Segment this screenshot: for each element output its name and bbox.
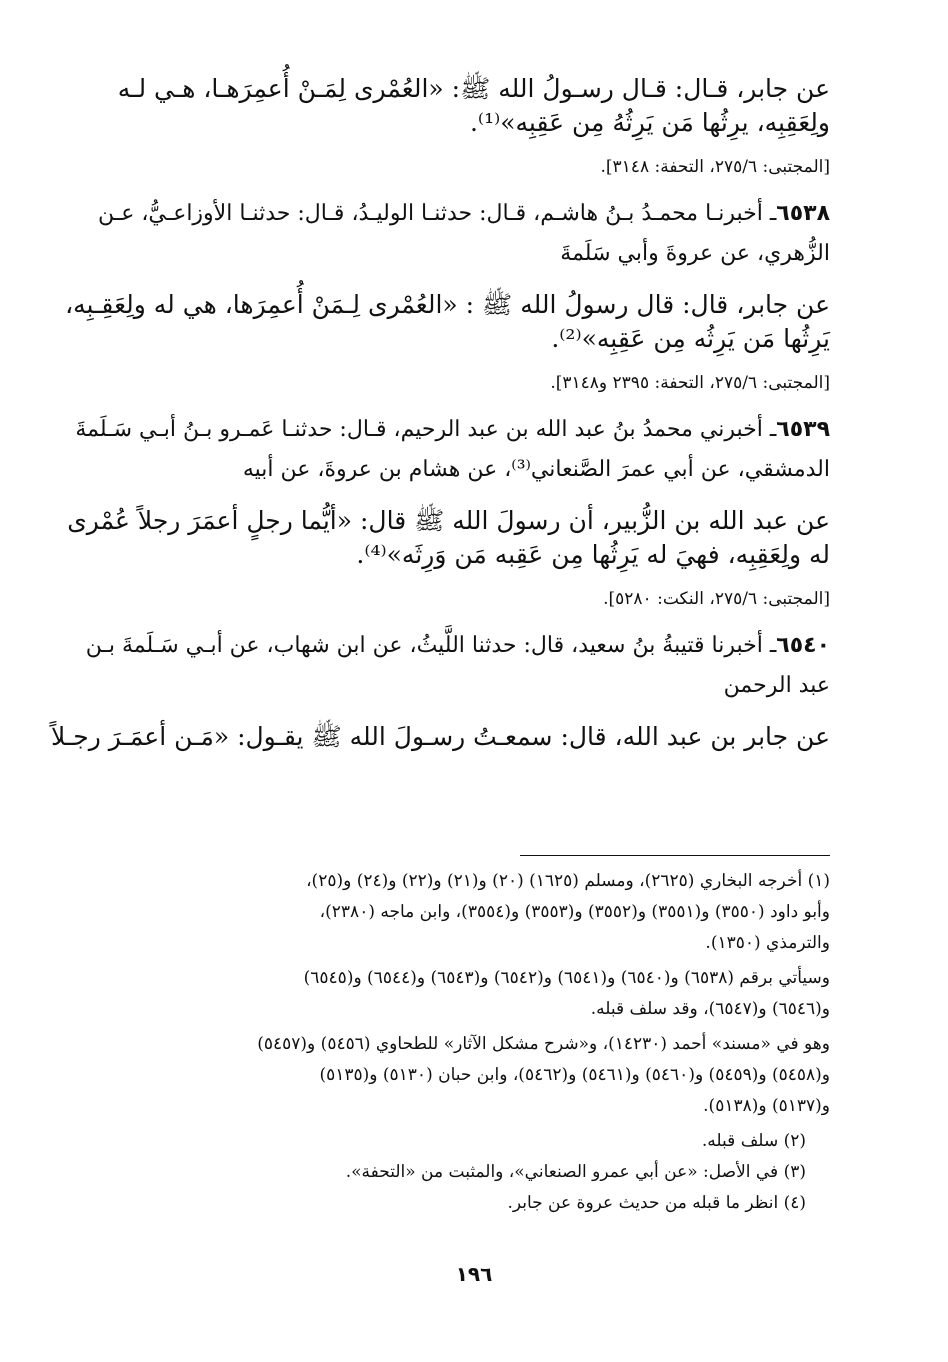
footnote-line: وسيأتي برقم (٦٥٣٨) و(٦٥٤٠) و(٦٥٤١) و(٦٥٤٢) و(٦٥٤٣) و(٦٥٤٤) و(٦٥٤٥) (303, 968, 830, 988)
text-line: ولِعَقِبِه، يرِثُها مَن يَرِثُهُ مِن عَقِبِه»⁽¹⁾. (469, 108, 830, 137)
footnote-4: (٤) انظر ما قبله من حديث عروة عن جابر. (507, 1193, 806, 1213)
text-line: عبد الرحمن (723, 673, 830, 698)
text-line: الزُّهري، عن عروةَ وأبي سَلَمةَ (560, 241, 830, 266)
footnote-line: و(٥٤٥٨) و(٥٤٥٩) و(٥٤٦٠) و(٥٤٦١) و(٥٤٦٢)، وابن حبان (٥١٣٠) و(٥١٣٥) (319, 1065, 830, 1085)
footnote-1 (128, 866, 830, 959)
hadith-text (67, 504, 830, 572)
text-line: يَرِثُها مَن يَرِثُه مِن عَقِبِه»⁽²⁾. (551, 324, 830, 353)
text-line: عن جابر، قـال: قـال رسـولُ الله ﷺ: «العُمْرى لِمَـنْ أُعمِرَهـا، هـي لـه (117, 74, 830, 103)
footnotes (128, 866, 830, 1219)
reference-citation: [المجتبى: ٢٧٥/٦، النكت: ٥٢٨٠]. (603, 589, 830, 609)
isnad-text: ـ أخبرنا قتيبةُ بنُ سعيد، قال: حدثنا اللَّيثُ، عن ابن شهاب، عن أبـي سَـلَمةَ بـن (85, 633, 777, 658)
hadith-entry-6538 (98, 194, 830, 274)
hadith-number: ٦٥٣٨ (776, 201, 830, 226)
footnote-3: (٣) في الأصل: «عن أبي عمرو الصنعاني»، والمثبت من «التحفة». (345, 1162, 806, 1182)
footnote-line: وأبو داود (٣٥٥٠) و(٣٥٥١) و(٣٥٥٢) و(٣٥٥٣) و(٣٥٥٤)، وابن ماجه (٢٣٨٠)، (319, 902, 830, 922)
footnote-1-continued (128, 963, 830, 1025)
hadith-entry-6540 (85, 626, 830, 706)
footnote-line: و(٦٥٤٦) و(٦٥٤٧)، وقد سلف قبله. (590, 999, 830, 1019)
text-line (75, 410, 830, 450)
hadith-number: ٦٥٣٩ (776, 417, 830, 442)
hadith-text (117, 72, 830, 140)
text-line: الدمشقي، عن أبي عمرَ الصَّنعاني⁽³⁾، عن هشام بن عروةَ، عن أبيه (242, 457, 830, 482)
footnote-divider (520, 855, 830, 856)
hadith-entry-6539 (75, 410, 830, 490)
isnad-text: ـ أخبرنـا محمـدُ بـنُ هاشـم، قـال: حدثنـا الوليـدُ، قـال: حدثنـا الأوزاعـيُّ، عـن (98, 201, 777, 226)
isnad-text: ـ أخبرني محمدُ بنُ عبد الله بن عبد الرحيم، قـال: حدثنـا عَمـرو بـنُ أبـي سَـلَمةَ (75, 417, 777, 442)
footnote-2: (٢) سلف قبله. (701, 1131, 806, 1151)
hadith-number: ٦٥٤٠ (776, 633, 830, 658)
footnote-line: وهو في «مسند» أحمد (١٤٢٣٠)، و«شرح مشكل الآثار» للطحاوي (٥٤٥٦) و(٥٤٥٧) (257, 1034, 830, 1054)
text-line: له ولِعَقِبِه، فهيَ له يَرِثُها مِن عَقِبه مَن وَرِثَه»⁽⁴⁾. (356, 540, 830, 569)
reference-citation: [المجتبى: ٢٧٥/٦، التحفة: ٢٣٩٥ و٣١٤٨]. (550, 373, 830, 393)
hadith-text (65, 288, 830, 356)
page-number: ١٩٦ (455, 1262, 493, 1286)
footnote-line: والترمذي (١٣٥٠). (705, 933, 830, 953)
footnote-line: (١) أخرجه البخاري (٢٦٢٥)، ومسلم (١٦٢٥) (٢٠) و(٢١) و(٢٢) و(٢٤) و(٢٥)، (306, 871, 830, 891)
main-text (51, 72, 830, 754)
text-line: عن جابر بن عبد الله، قال: سمعـتُ رسـولَ الله ﷺ يقـول: «مَـن أعمَـرَ رجـلاً (51, 722, 830, 751)
reference-citation: [المجتبى: ٢٧٥/٦، التحفة: ٣١٤٨]. (600, 157, 830, 177)
text-line (98, 194, 830, 234)
text-line: عن جابر، قال: قال رسولُ الله ﷺ : «العُمْرى لِـمَنْ أُعمِرَها، هي له ولِعَقِـبِه، (65, 290, 830, 319)
footnote-1-sources (128, 1029, 830, 1122)
text-line (85, 626, 830, 666)
text-line: عن عبد الله بن الزُّبير، أن رسولَ الله ﷺ قال: «أيُّما رجلٍ أعمَرَ رجلاً عُمْرى (67, 506, 830, 535)
footnote-line: و(٥١٣٧) و(٥١٣٨). (703, 1096, 830, 1116)
hadith-text (51, 720, 830, 754)
